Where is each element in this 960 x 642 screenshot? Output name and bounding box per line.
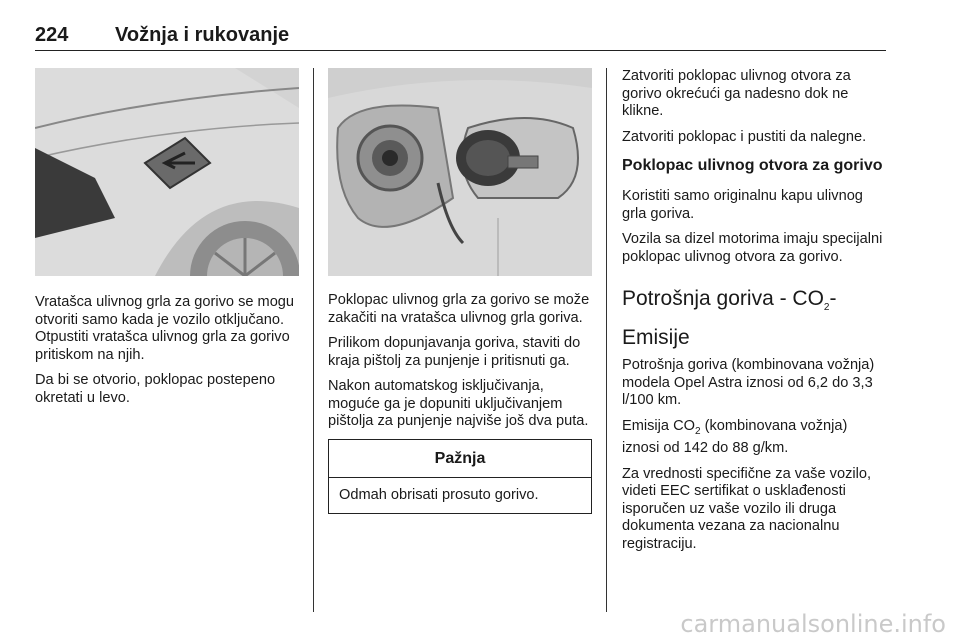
paragraph: Za vrednosti specifične za vaše vozilo, videti EEC sertifikat o usklađenosti isporučen uz vaše vozilo ili druga dokumenta vezana za nacionalnu registraciju. bbox=[622, 465, 872, 552]
paragraph: Prilikom dopunjavanja goriva, staviti do kraja pištolj za punjenje i pritisnuti ga. bbox=[328, 335, 581, 369]
column-3 bbox=[622, 68, 888, 561]
page-title: Vožnja i rukovanje bbox=[115, 24, 290, 46]
section-title-text: -Emisije bbox=[622, 287, 837, 350]
car-fuel-door-illustration bbox=[35, 68, 299, 276]
section-heading: Poklopac ulivnog otvora za gorivo bbox=[622, 157, 883, 174]
paragraph: Poklopac ulivnog grla za gorivo se može zakačiti na vratašca ulivnog grla goriva. bbox=[328, 292, 590, 326]
page-header bbox=[35, 22, 886, 51]
text: Emisija CO bbox=[622, 417, 695, 434]
subscript: 2 bbox=[694, 425, 701, 437]
section-title bbox=[622, 284, 888, 353]
watermark: carmanualsonline.info bbox=[680, 610, 946, 638]
section-title-text: Potrošnja goriva - CO bbox=[622, 287, 824, 310]
column-divider bbox=[606, 68, 607, 612]
page-number: 224 bbox=[35, 24, 69, 46]
paragraph: Vozila sa dizel motorima imaju specijalni poklopac ulivnog otvora za gorivo. bbox=[622, 231, 883, 265]
paragraph: Potrošnja goriva (kombinovana vožnja) modela Opel Astra iznosi od 6,2 do 3,3 l/100 km. bbox=[622, 357, 875, 409]
paragraph: Zatvoriti poklopac i pustiti da nalegne. bbox=[622, 128, 867, 145]
caution-text: Odmah obrisati prosuto gorivo. bbox=[339, 486, 539, 503]
column-1 bbox=[35, 68, 299, 415]
paragraph: Zatvoriti poklopac ulivnog otvora za gorivo okrećući ga nadesno dok ne klikne. bbox=[622, 68, 851, 119]
paragraph: Nakon automatskog isključivanja, moguće ga je dopuniti uključivanjem pištolja za punjenje najviše još dva puta. bbox=[328, 378, 589, 429]
caution-title: Pažnja bbox=[329, 440, 591, 478]
paragraph: Da bi se otvorio, poklopac postepeno okretati u levo. bbox=[35, 372, 276, 406]
text: (kombinovana vožnja) iznosi od 142 do 88 g/km. bbox=[622, 417, 848, 457]
paragraph bbox=[622, 418, 888, 458]
column-2 bbox=[328, 68, 592, 514]
paragraph: Vratašca ulivnog grla za gorivo se mogu otvoriti samo kada je vozilo otključano. Otpustiti vratašca ulivnog grla za gorivo pritiskom na njih. bbox=[35, 294, 295, 363]
caution-box bbox=[328, 439, 592, 514]
column-divider bbox=[313, 68, 314, 612]
paragraph: Koristiti samo originalnu kapu ulivnog grla goriva. bbox=[622, 188, 863, 222]
subscript: 2 bbox=[823, 302, 830, 314]
fuel-cap-illustration bbox=[328, 68, 592, 276]
